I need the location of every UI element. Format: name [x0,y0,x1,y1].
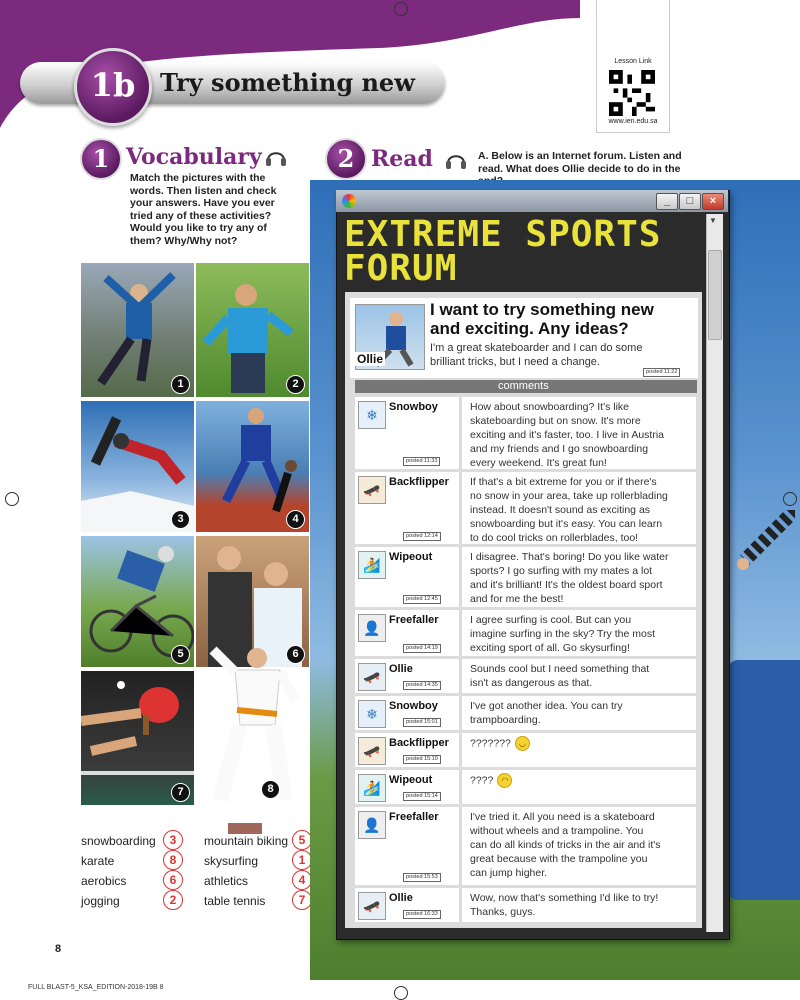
photo-number: 5 [171,645,190,664]
comment-body-cell [462,397,696,469]
comment-timestamp: posted 11:33 [403,457,440,466]
sad-emoji-icon: ◠ [497,773,512,788]
word-jogging: jogging [81,894,120,908]
forum-title-line: EXTREME SPORTS [344,214,662,255]
comment-text [470,736,694,751]
instruction-line: A. Below is an Internet forum. Listen and [478,150,682,162]
comment-text-line: sports? I go surfing with my mates a lot [470,565,653,577]
comment-text-line: How about snowboarding? It's like [470,401,630,413]
vocabulary-instructions [130,172,300,247]
word-mountain-biking: mountain biking [204,834,289,848]
avatar: 🏄 [358,774,386,802]
scroll-up-arrow-icon[interactable]: ▼ [709,216,717,225]
comment-text [470,662,694,690]
answer-circle[interactable]: 4 [292,870,312,890]
read-number: 2 [337,144,355,173]
comment-author-name: Freefaller [389,614,439,626]
comment-author-cell [355,547,459,607]
registration-mark [5,492,19,506]
comment-text [470,773,694,788]
karate-figure [195,640,308,812]
comment-text-line: Thanks, guys. [470,906,536,918]
comment-text-line: snowboarding but it's easy. You can learn [470,518,663,530]
comment-text-line: Sounds cool but I need something that [470,663,650,675]
headphones-icon[interactable] [444,148,468,172]
comment-author-name: Ollie [389,663,413,675]
post-author: Ollie [357,352,384,366]
comment-body-cell [462,770,696,804]
comment-text-line: ???? [470,774,494,787]
comment-text [470,613,694,655]
comment-body-cell [462,888,696,922]
comment-text-line: isn't as dangerous as that. [470,677,593,689]
browser-icon [342,194,356,208]
avatar: 🛹 [358,663,386,691]
comment-body-cell [462,547,696,607]
comment-author-name: Snowboy [389,401,438,413]
comment-body-cell [462,807,696,885]
instruction-line: tried any of these activities? [130,209,272,222]
instruction-line: Would you like to try any of [130,222,267,234]
registration-mark [394,2,408,16]
avatar: 🛹 [358,892,386,920]
trampoline-mat [728,660,800,900]
comment-author-name: Wipeout [389,551,433,563]
avatar: 🛹 [358,737,386,765]
comment-author-cell [355,659,459,693]
answer-circle[interactable]: 6 [163,870,183,890]
comment-text-line: to do cool tricks on rollerblades, too! [470,532,639,544]
registration-mark [394,986,408,1000]
instruction-line: them? Why/Why not? [130,234,238,247]
comment-body-cell [462,696,696,730]
comment-author-cell [355,770,459,804]
answer-circle[interactable]: 8 [163,850,183,870]
comment-timestamp: posted 15:10 [403,755,441,764]
comment-text [470,699,694,727]
page-number: 8 [55,943,62,955]
comment-timestamp: posted 14:19 [403,644,441,653]
post-timestamp: posted 11:22 [643,368,680,377]
comment-text-line: exciting sport of all. Go skysurfing! [470,642,630,654]
photo-mountain-biking [80,535,195,668]
instruction-line: your answers. Have you ever [130,197,275,209]
comment-author-name: Ollie [389,892,413,904]
comment-body-cell [462,659,696,693]
post-text-line: I'm a great skateboarder and I can do some [430,342,643,354]
instruction-line: Match the pictures with the [130,172,266,184]
close-button[interactable]: × [702,193,724,210]
comment-text [470,550,694,606]
maximize-button[interactable]: □ [679,193,701,210]
headphones-icon[interactable] [264,145,288,169]
comment-text-line: Wow, now that's something I'd like to try! [470,892,659,904]
instruction-line: read. What does Ollie decide to do in the [478,162,681,175]
comment-text-line: without wheels and a trampoline. You [470,825,644,837]
comment-text-line: I agree surfing is cool. But can you [470,614,632,626]
comment-text-line: I disagree. That's boring! Do you like water [470,551,669,563]
comment-author-cell [355,733,459,767]
photo-number: 7 [171,783,190,802]
read-heading: Read [371,146,433,172]
comment-text-line: and for me the best! [470,593,564,605]
word-snowboarding: snowboarding [81,834,156,848]
comment-author-name: Backflipper [389,476,449,488]
comment-author-cell [355,397,459,469]
avatar: 🏄 [358,551,386,579]
comment-text-line: exciting and it's faster, too. I live in Austria [470,429,665,441]
photo-athletics [195,400,310,533]
lesson-link[interactable] [596,0,670,133]
post-title [430,300,698,338]
comment-text-line: can do all kinds of tricks in the air and it's [470,839,661,851]
comment-text-line: every weekend. It's great fun! [470,457,607,469]
comment-timestamp: posted 15:14 [403,792,441,801]
footer-text: FULL BLAST-5_KSA_EDITION-2018-19B 8 [28,984,164,991]
comments-label: comments [498,380,549,392]
avatar: 👤 [358,614,386,642]
answer-circle[interactable]: 3 [163,830,183,850]
answer-circle[interactable]: 1 [292,850,312,870]
minimize-button[interactable]: _ [656,193,678,210]
comment-text-line: and my friends and I go snowboarding [470,443,649,455]
word-athletics: athletics [204,874,249,888]
comment-author-cell [355,610,459,656]
forum-title [344,214,694,289]
photo-skysurfing [80,262,195,398]
page-title: Try something new [160,68,415,97]
read-number-badge [325,138,367,180]
avatar: ❄ [358,401,386,429]
photo-number: 6 [286,645,305,664]
vocabulary-number: 1 [92,144,110,173]
registration-mark [783,492,797,506]
word-aerobics: aerobics [81,874,127,888]
redaction-box [228,823,262,834]
comment-text-line: I've tried it. All you need is a skateboard [470,811,655,823]
vocabulary-number-badge [80,138,122,180]
comment-author-cell [355,807,459,885]
comment-text-line: no snow in your area, take up rollerblading [470,490,668,502]
comment-text-line: trampboarding. [470,714,541,726]
comment-timestamp: posted 16:33 [403,910,441,919]
comment-author-cell [355,696,459,730]
answer-circle[interactable]: 7 [292,890,312,910]
comment-author-name: Snowboy [389,700,438,712]
comment-timestamp: posted 12:14 [403,532,441,541]
smile-emoji-icon: ◡ [515,736,530,751]
child-arm-figure [735,510,795,570]
post-text [430,341,645,369]
vocabulary-heading: Vocabulary [126,144,262,170]
photo-number: 4 [286,510,305,529]
comment-author-cell [355,472,459,544]
comment-text-line: If that's a bit extreme for you or if there's [470,476,657,488]
comment-text-line: and it's brilliant! It's the oldest board sport [470,579,663,591]
answer-circle[interactable]: 5 [292,830,312,850]
avatar: 🛹 [358,476,386,504]
comment-body-cell [462,610,696,656]
answer-circle[interactable]: 2 [163,890,183,910]
comment-timestamp: posted 15:01 [403,718,441,727]
avatar: 👤 [358,811,386,839]
lesson-badge [74,48,152,126]
comment-text-line: can jump higher. [470,867,548,879]
word-table-tennis: table tennis [204,894,266,908]
comment-body-cell [462,472,696,544]
photo-number: 3 [171,510,190,529]
comment-timestamp: posted 14:35 [403,681,441,690]
qr-code-icon [607,70,657,116]
avatar: ❄ [358,700,386,728]
photo-karate [195,640,308,812]
comment-text-line: ??????? [470,737,511,750]
comment-timestamp: posted 15:53 [403,873,441,882]
comment-timestamp: posted 12:45 [403,595,441,604]
photo-table-tennis [80,670,195,806]
post-text-line: brilliant tricks, but I need a change. [430,356,600,368]
lesson-link-url: www.ien.edu.sa [608,118,658,125]
comment-text-line: I've got another idea. You can try [470,700,623,712]
comment-author-name: Backflipper [389,737,449,749]
comment-text [470,400,694,470]
word-skysurfing: skysurfing [204,854,259,868]
lesson-link-label: Lesson Link [614,58,652,65]
photo-number: 2 [286,375,305,394]
post-title-line: and exciting. Any ideas? [430,319,629,338]
comment-text-line: skateboarding but on snow. It's more [470,415,641,427]
photo-number: 8 [261,780,280,799]
comment-text-line: instead. It doesn't sound as exciting as [470,504,651,516]
comment-author-name: Freefaller [389,811,439,823]
comment-text [470,475,694,545]
scroll-thumb[interactable] [708,250,722,340]
comment-text [470,810,694,880]
word-karate: karate [81,854,115,868]
post-title-line: I want to try something new [430,300,654,319]
photo-snowboarding [80,400,195,533]
comment-text [470,891,694,919]
forum-title-line: FORUM [344,248,458,289]
comment-text-line: great because with the trampoline you [470,853,648,865]
comment-author-name: Wipeout [389,774,433,786]
photo-number: 1 [171,375,190,394]
comment-author-cell [355,888,459,922]
instruction-line: words. Then listen and check [130,184,277,197]
lesson-number: 1b [90,66,136,104]
comment-body-cell [462,733,696,767]
comment-text-line: imagine surfing in the sky? Try the most [470,628,655,640]
photo-jogging [195,262,310,398]
